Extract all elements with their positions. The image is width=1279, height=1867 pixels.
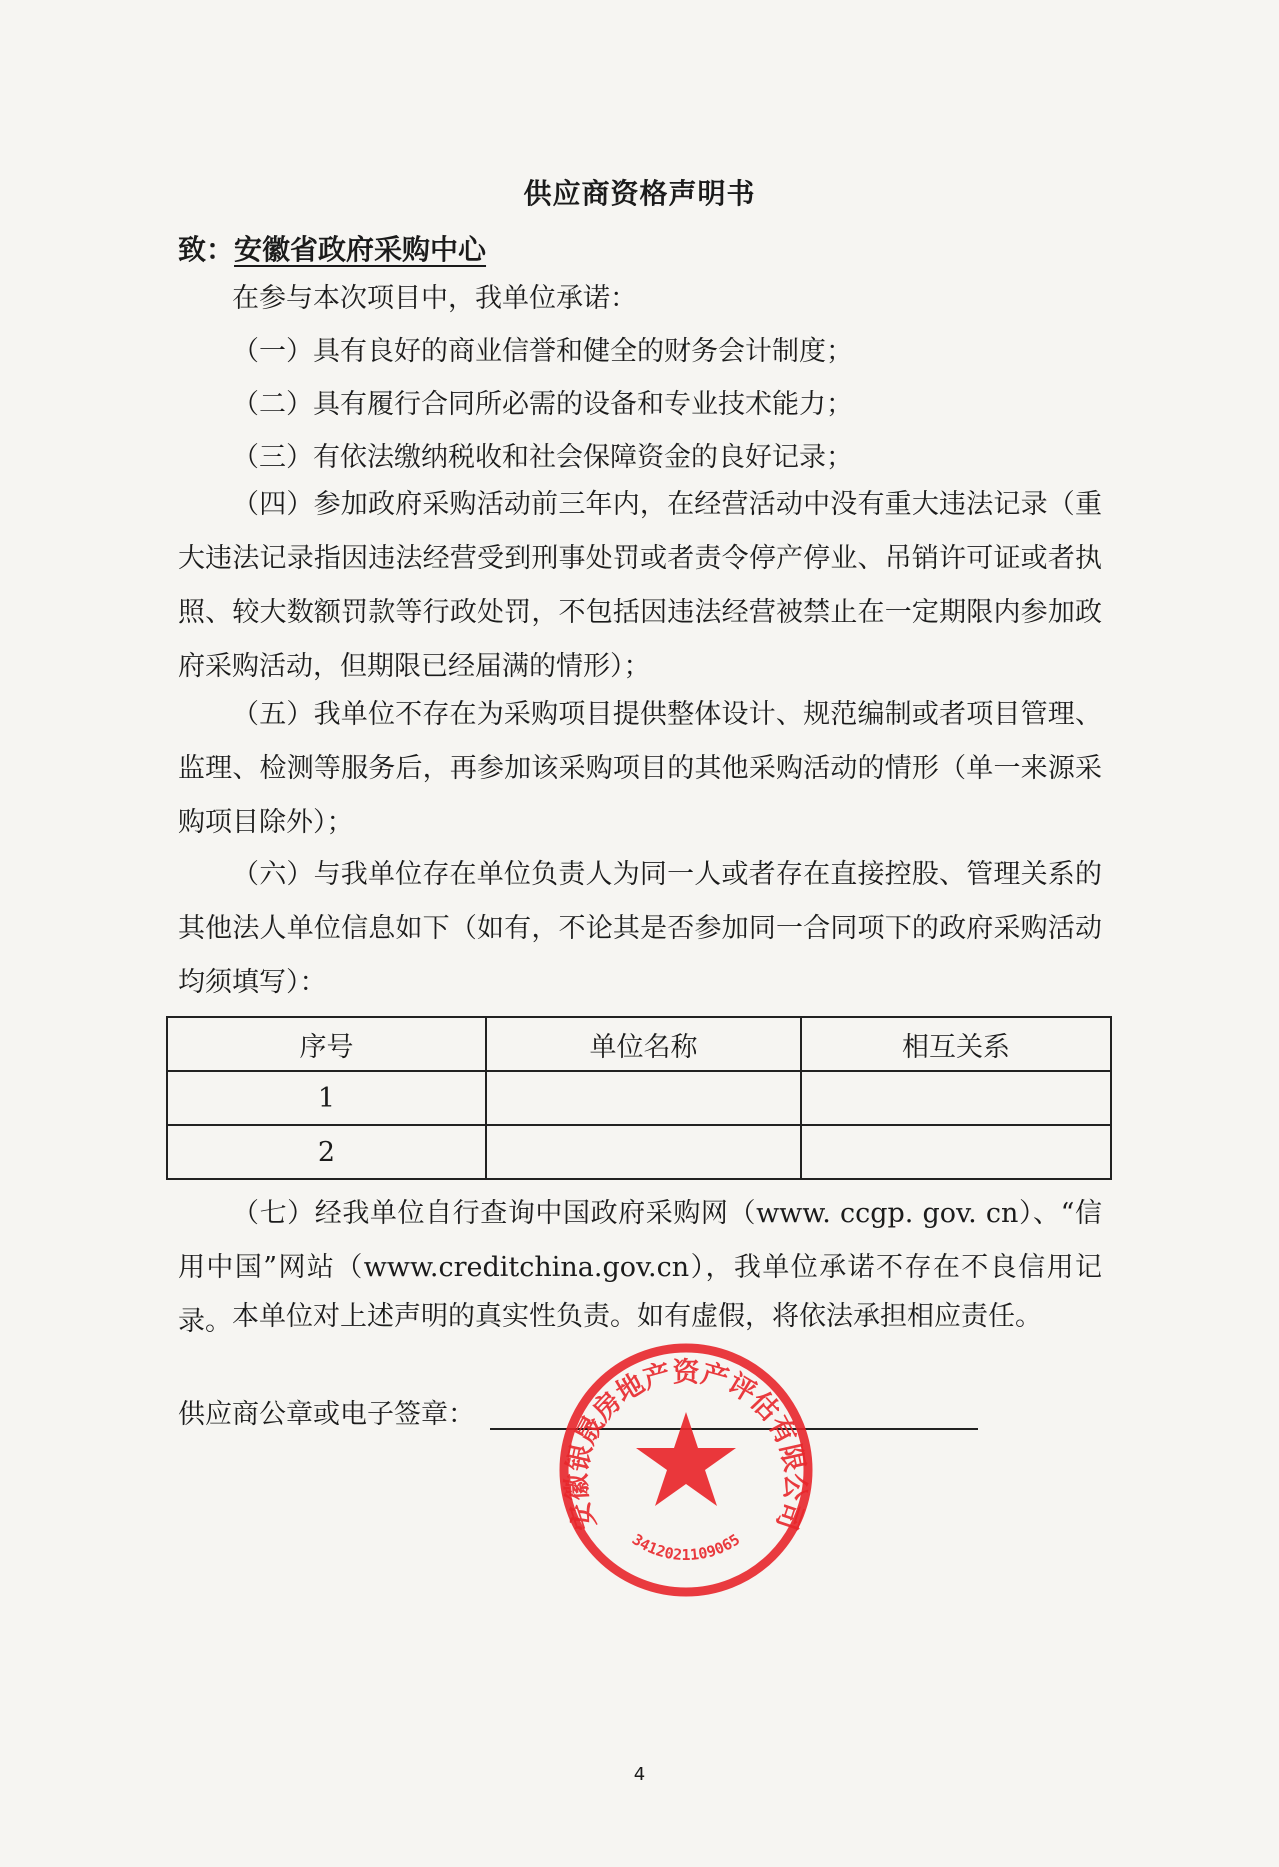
header-relation: 相互关系 (801, 1017, 1111, 1071)
commitment-item-4: （四）参加政府采购活动前三年内，在经营活动中没有重大违法记录（重大违法记录指因违法经营受到刑事处罚或者责令停产停业、吊销许可证或者执照、较大数额罚款等行政处罚，不包括因违法经营被禁止在一定期限内参加政府采购活动，但期限已经届满的情形）； (178, 489, 1102, 682)
commitment-item-2: （二）具有履行合同所必需的设备和专业技术能力； (232, 389, 853, 420)
addressee (178, 228, 486, 268)
star-icon (636, 1412, 736, 1506)
commitment-item-7: （七）经我单位自行查询中国政府采购网（www. ccgp. gov. cn）、“信用中国”网站（www.creditchina.gov.cn），我单位承诺不存在不良信用记录。 (178, 1198, 1102, 1337)
commitment-item-6: （六）与我单位存在单位负责人为同一人或者存在直接控股、管理关系的其他法人单位信息如下（如有，不论其是否参加同一合同项下的政府采购活动均须填写）： (178, 859, 1102, 998)
header-seq: 序号 (167, 1017, 486, 1071)
page-number: 4 (633, 1764, 646, 1785)
commitment-item-5: （五）我单位不存在为采购项目提供整体设计、规范编制或者项目管理、监理、检测等服务后，再参加该采购项目的其他采购活动的情形（单一来源采购项目除外）； (178, 699, 1102, 838)
cell-unit-name (486, 1071, 801, 1125)
commitment-item-3: （三）有依法缴纳税收和社会保障资金的良好记录； (232, 442, 853, 473)
commitment-item-1: （一）具有良好的商业信誉和健全的财务会计制度； (232, 336, 853, 367)
declaration-paragraph: 本单位对上述声明的真实性负责。如有虚假，将依法承担相应责任。 (232, 1301, 1042, 1332)
svg-text:3412021109065 (629, 1530, 743, 1564)
signature-label: 供应商公章或电子签章： (178, 1399, 475, 1430)
seal-code: 3412021109065 (628, 1530, 744, 1565)
table-header-row (167, 1017, 1111, 1071)
header-unit-name: 单位名称 (486, 1017, 801, 1071)
related-entities-table (166, 1016, 1112, 1180)
cell-relation (801, 1071, 1111, 1125)
seal-company-name: 安徽银晟房地产资产评估有限公司 (561, 1357, 811, 1534)
cell-seq: 1 (167, 1071, 486, 1125)
cell-unit-name (486, 1125, 801, 1179)
cell-relation (801, 1125, 1111, 1179)
intro-paragraph: 在参与本次项目中，我单位承诺： (232, 283, 637, 314)
addressee-org: 安徽省政府采购中心 (234, 233, 487, 266)
addressee-prefix: 致： (178, 233, 235, 266)
document-title: 供应商资格声明书 (523, 177, 756, 210)
table-row (167, 1125, 1111, 1179)
cell-seq: 2 (167, 1125, 486, 1179)
company-seal (556, 1340, 816, 1600)
table-row (167, 1071, 1111, 1125)
